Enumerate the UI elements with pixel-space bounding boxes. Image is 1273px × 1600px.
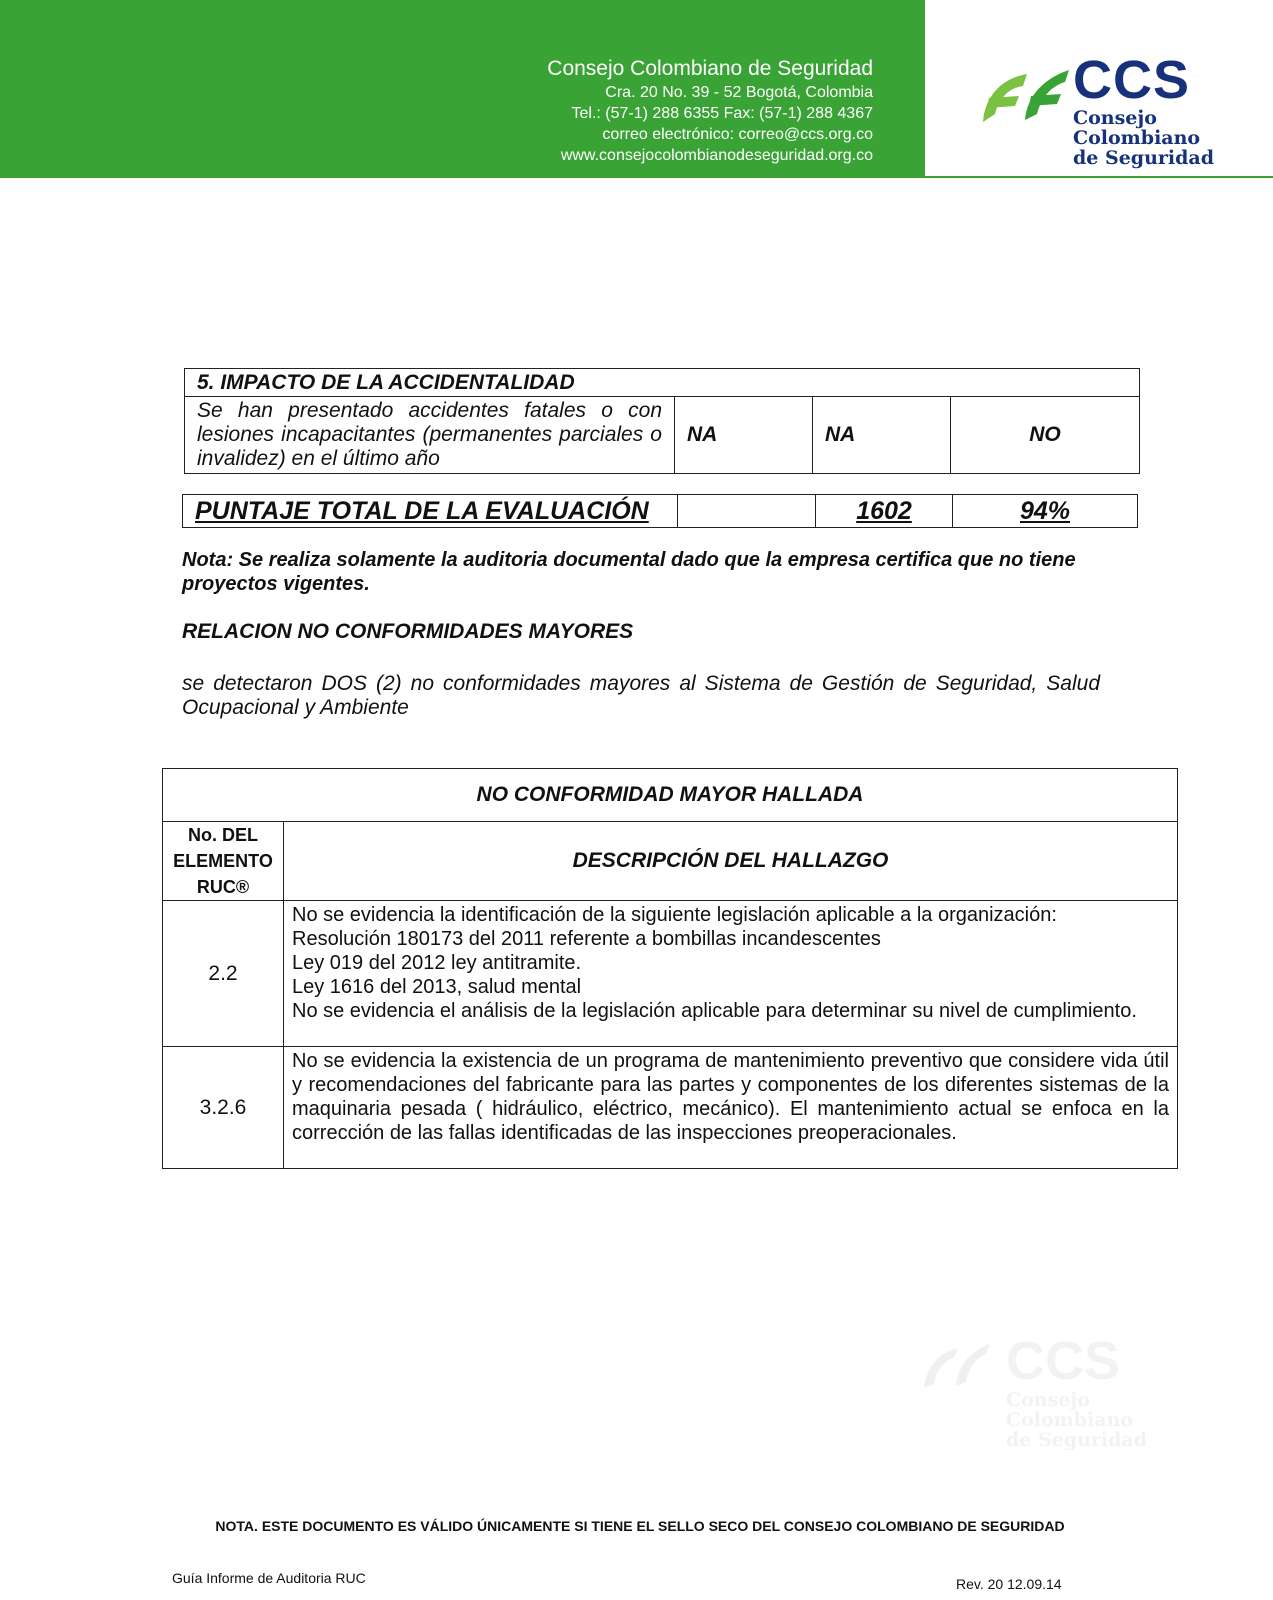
element-number: 2.2 [163, 901, 284, 1047]
nc-table-title: NO CONFORMIDAD MAYOR HALLADA [163, 769, 1178, 822]
validity-note: NOTA. ESTE DOCUMENTO ES VÁLIDO ÚNICAMENTE SI TIENE EL SELLO SECO DEL CONSEJO COLOMBIANO DE SEGURIDAD [215, 1518, 1065, 1534]
total-percent: 94% [953, 495, 1138, 528]
watermark-name [1006, 1390, 1220, 1450]
element-number-header [163, 822, 284, 901]
watermark-logo-icon [920, 1336, 1000, 1396]
phone: Tel.: (57-1) 288 6355 Fax: (57-1) 288 4367 [571, 105, 873, 122]
org-name: Consejo Colombiano de Seguridad [547, 57, 873, 80]
watermark-acronym: CCS [1006, 1331, 1121, 1391]
finding-line: Ley 019 del 2012 ley antitramite. [292, 952, 582, 974]
guide-name: Guía Informe de Auditoria RUC [172, 1570, 366, 1586]
description-header: DESCRIPCIÓN DEL HALLAZGO [284, 822, 1178, 901]
col1-header-line-2: ELEMENTO [173, 851, 273, 871]
total-label: PUNTAJE TOTAL DE LA EVALUACIÓN [183, 495, 678, 528]
finding-line: Ley 1616 del 2013, salud mental [292, 976, 582, 998]
logo-name-line1: Consejo Colombiano [1073, 107, 1201, 149]
impact-value-2: NA [813, 397, 951, 474]
impact-question: Se han presentado accidentes fatales o con lesiones incapacitantes (permanentes parciales o invalidez) en el último año [185, 397, 675, 474]
finding-line: No se evidencia el análisis de la legislación aplicable para determinar su nivel de cumplimiento. [292, 1000, 1137, 1022]
audit-note: Nota: Se realiza solamente la auditoria documental dado que la empresa certifica que no tiene proyectos vigentes. [182, 549, 1076, 595]
dry-seal-watermark [920, 1330, 1220, 1451]
website: www.consejocolombianodeseguridad.org.co [560, 147, 873, 164]
impact-value-3: NO [951, 397, 1140, 474]
element-number: 3.2.6 [163, 1047, 284, 1169]
email: correo electrónico: correo@ccs.org.co [602, 126, 873, 143]
impact-value-1: NA [675, 397, 813, 474]
address: Cra. 20 No. 39 - 52 Bogotá, Colombia [605, 84, 873, 101]
col1-header-line-3: RUC® [196, 877, 250, 897]
total-empty-cell [678, 495, 816, 528]
finding-description [284, 901, 1178, 1047]
table-row [163, 901, 1178, 1047]
nonconformity-table [162, 768, 1178, 1169]
finding-line: Resolución 180173 del 2011 referente a bombillas incandescentes [292, 928, 881, 950]
letterhead [0, 0, 1273, 178]
impact-title: 5. IMPACTO DE LA ACCIDENTALIDAD [185, 369, 1140, 397]
table-row [163, 1047, 1178, 1169]
logo-text [1073, 52, 1273, 168]
header-rule [925, 176, 1273, 178]
section-title: RELACION NO CONFORMIDADES MAYORES [182, 620, 634, 643]
watermark-name-line2: de Seguridad [1006, 1429, 1148, 1451]
col1-header-line-1: No. DEL [188, 825, 258, 845]
logo-name-line2: de Seguridad [1073, 147, 1215, 169]
finding-description: No se evidencia la existencia de un programa de mantenimiento preventivo que considere vida útil y recomendaciones del fabricante para las partes y componentes de los diferentes sistemas de la maquinaria pesada ( hidráulico, eléctrico, mecánico). El mantenimiento actual se enfoca en la corrección de las fallas identificadas de las inspecciones preoperacionales. [284, 1047, 1178, 1169]
watermark-name-line1: Consejo Colombiano [1006, 1389, 1134, 1431]
total-score-table [182, 494, 1138, 528]
logo-acronym: CCS [1073, 50, 1191, 110]
revision: Rev. 20 12.09.14 [956, 1576, 1062, 1592]
impact-table [184, 368, 1140, 474]
finding-line: No se evidencia la identificación de la siguiente legislación aplicable a la organización: [292, 904, 1057, 926]
contact-block [547, 56, 873, 166]
findings-summary: se detectaron DOS (2) no conformidades mayores al Sistema de Gestión de Seguridad, Salud Ocupacional y Ambiente [182, 672, 1100, 719]
total-score: 1602 [816, 495, 953, 528]
